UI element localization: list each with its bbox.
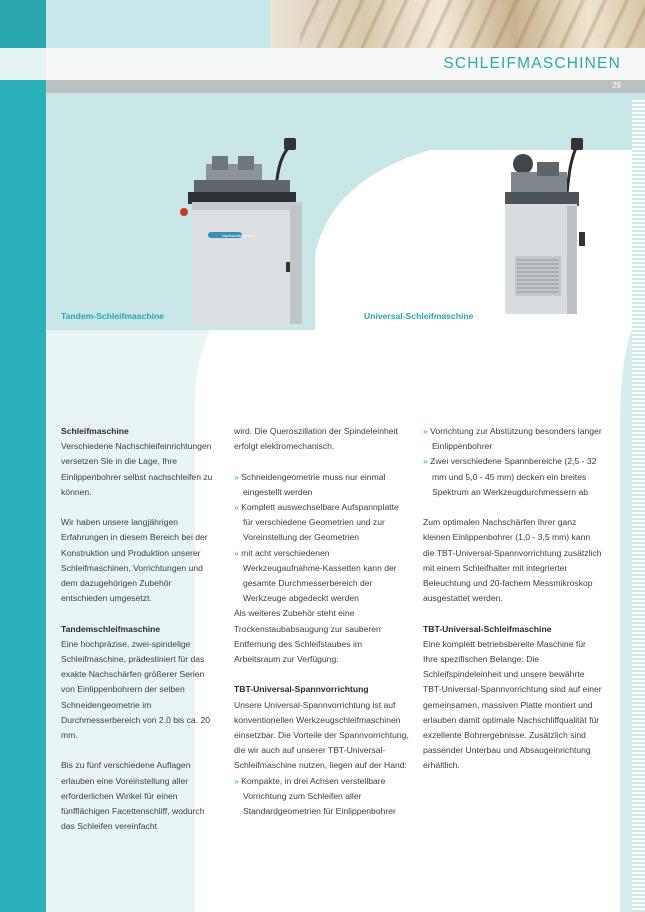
paragraph: Eine komplett betriebsbereite Maschine für Ihre spezifischen Belange: Die Schleifspindeleinheit und unsere bewährte TBT-Universal-Spannvorrichtung sind auf einer gemeinsamen, massiven Platte montiert und erlauben damit optimale Nachschliffqualität für exzellente Bohrergebnisse. Zusätzlich sind passender Unterbau und Absaugeinrichtung erhältlich. bbox=[423, 638, 602, 771]
bullet-list bbox=[423, 424, 603, 500]
title-strip-left bbox=[0, 48, 46, 80]
universal-machine-image bbox=[497, 136, 607, 316]
paragraph: wird. Die Queroszillation der Spindeleinheit erfolgt elektromechanisch. bbox=[234, 426, 398, 452]
list-item: » mit acht verschiedenen Werkzeugaufnahme-Kassetten kann der gesamte Durchmesserbereich der Werkzeuge abgedeckt werden bbox=[234, 547, 397, 604]
list-item: » Kompakte, in drei Achsen verstellbare Vorrichtung zum Schleifen aller Standardgeometrien für Einlippenbohrer bbox=[234, 775, 396, 817]
right-edge-pattern bbox=[632, 98, 645, 912]
paragraph: Verschiedene Nachschleifeinrichtungen versetzen Sie in die Lage, Ihre Einlippenbohrer selbst nachschleifen zu können. bbox=[61, 441, 213, 497]
paragraph: Wir haben unsere langjährigen Erfahrungen in diesem Bereich bei der Konstruktion und Produktion unserer Schleifmaschinen, Vorrichtungen und dem dazugehörigen Zubehör entschieden umgesetzt. bbox=[61, 517, 208, 604]
list-item: » Komplett auswechselbare Aufspannplatte für verschiedene Geometrien und zur Voreinstellung der Geometrien bbox=[234, 502, 399, 543]
list-item: » Zwei verschiedene Spannbereiche (2,5 - 32 mm und 5,0 - 45 mm) decken ein breites Spektrum an Werkzeugdurchmessern ab bbox=[423, 456, 597, 497]
paragraph: Zum optimalen Nachschärfen Ihrer ganz kleinen Einlippenbohrer (1,0 - 3,5 mm) kann die TBT-Universal-Spannvorrichtung zusätzlich mit einem Schleifhalter mit integrierter Beleuchtung und 20-fachem Messmikroskop ausgestattet werden. bbox=[423, 517, 602, 604]
list-item: » Schneidengeometrie muss nur einmal eingestellt werden bbox=[234, 471, 386, 497]
heading-tbt-universal-spannvorrichtung: TBT-Universal-Spannvorrichtung bbox=[234, 684, 369, 695]
heading-schleifmaschine: Schleifmaschine bbox=[61, 426, 129, 436]
text-column-2 bbox=[234, 424, 410, 819]
paragraph: Als weiteres Zubehör steht eine Trockenstaubabsaugung zur sauberen Entfernung des Schleifstaubes im Arbeitsraum zur Verfügung. bbox=[234, 608, 381, 665]
heading-tbt-universal-schleifmaschine: TBT-Universal-Schleifmaschine bbox=[423, 623, 552, 634]
gear-teeth-texture bbox=[300, 0, 645, 48]
page-title: SCHLEIFMASCHINEN bbox=[443, 55, 621, 72]
caption-tandem: Tandem-Schleifmaschine bbox=[61, 311, 164, 321]
left-accent-band bbox=[0, 0, 46, 912]
text-column-1 bbox=[61, 424, 219, 850]
paragraph: Eine hochpräzise, zwei-spindelige Schleifmaschine, prädestiniert für das exakte Nachschärfen größerer Serien von Einlippenbohrern der selben Schneidengeometrie im Durchmesserbereich von 2,0 bis ca. 20 mm. bbox=[61, 638, 211, 741]
machine-logo: Nachschleiftechnik bbox=[222, 233, 256, 238]
header-teal-bar bbox=[46, 93, 645, 98]
paragraph: Unsere Universal-Spannvorrichtung ist auf konventionellen Werkzeugschleifmaschinen einsetzbar. Die Vorteile der Spannvorrichtung, die wir auch auf unserer TBT-Universal-Schleifmaschine nutzen, liegen auf der Hand: bbox=[234, 699, 409, 771]
text-column-3 bbox=[423, 424, 603, 789]
caption-universal: Universal-Schleifmaschine bbox=[364, 311, 474, 321]
tandem-machine-image bbox=[178, 136, 318, 326]
bullet-list bbox=[234, 470, 410, 607]
header-grey-bar bbox=[46, 80, 645, 93]
page-number: 29 bbox=[612, 81, 621, 90]
left-accent-band-top bbox=[0, 0, 46, 52]
list-item: » Vorrichtung zur Abstützung besonders langer Einlippenbohrer bbox=[423, 426, 602, 452]
paragraph: Bis zu fünf verschiedene Auflagen erlauben eine Voreinstellung aller erforderlichen Winkel für einen fünfflächigen Facettenschliff, wodurch das Schleifen vereinfacht bbox=[61, 760, 205, 832]
heading-tandemschleifmaschine: Tandemschleifmaschine bbox=[61, 623, 161, 634]
bullet-list bbox=[234, 774, 410, 820]
